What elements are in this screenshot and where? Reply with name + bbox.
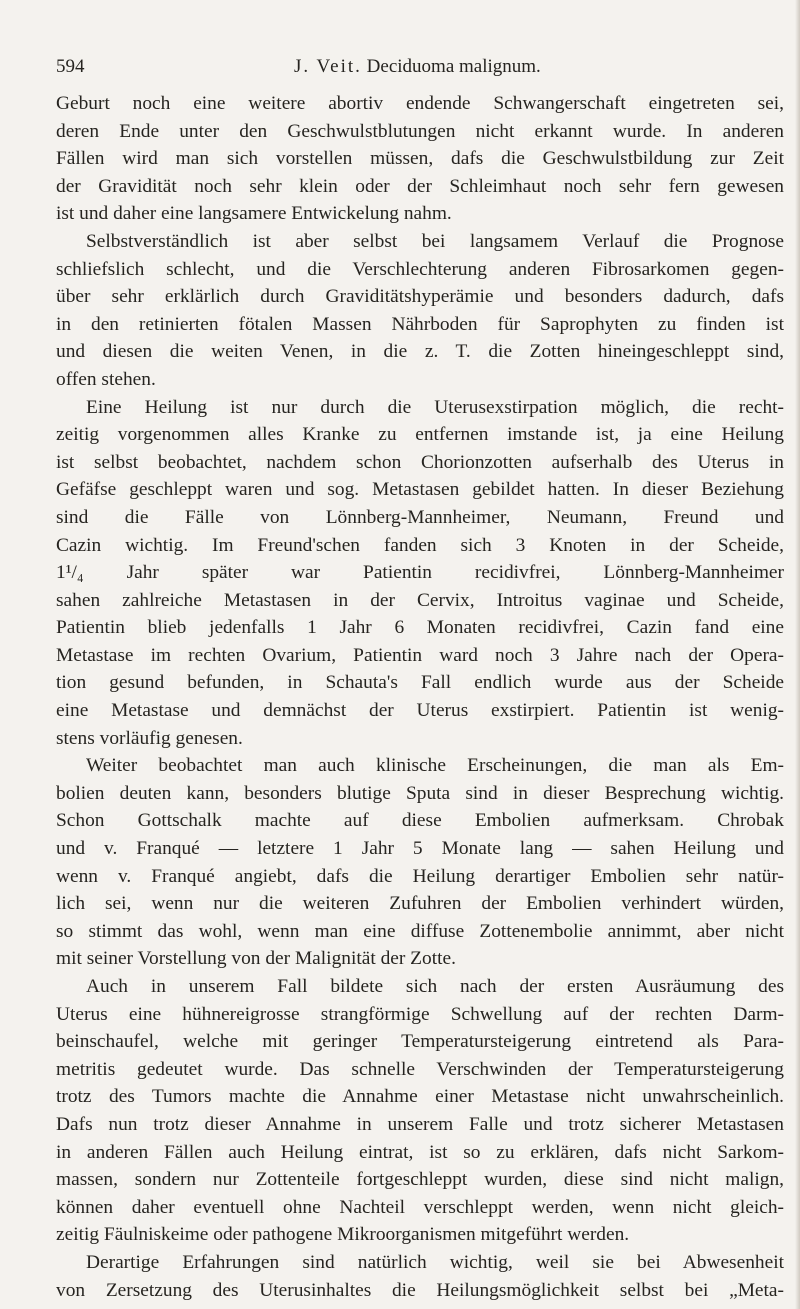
page-edge-shadow xyxy=(795,0,800,1309)
text-line: Geburt noch eine weitere abortiv endende Schwangerschaft eingetreten sei, xyxy=(56,93,784,114)
text-line: metritis gedeutet wurde. Das schnelle Verschwinden der Temperatursteigerung xyxy=(56,1058,784,1080)
text-line: in anderen Fällen auch Heilung eintrat, ist so zu erklären, dafs nicht Sarkom- xyxy=(56,1141,784,1163)
text-line: eine Metastase und demnächst der Uterus exstirpiert. Patientin ist wenig- xyxy=(56,700,784,722)
text-line: Metastase im rechten Ovarium, Patientin ward noch 3 Jahre nach der Opera- xyxy=(56,644,784,666)
text-line: Weiter beobachtet man auch klinische Erscheinungen, die man als Em- xyxy=(86,755,784,777)
text-line: in den retinierten fötalen Massen Nährboden für Saprophyten zu finden ist xyxy=(56,313,784,335)
text-line: sahen zahlreiche Metastasen in der Cervix, Introitus vaginae und Scheide, xyxy=(56,589,784,611)
text-line: Schon Gottschalk machte auf diese Embolien aufmerksam. Chrobak xyxy=(56,810,784,832)
text-line: über sehr erklärlich durch Graviditätshyperämie und besonders dadurch, dafs xyxy=(56,286,784,308)
text-line: zeitig Fäulniskeime oder pathogene Mikroorganismen mitgeführt werden. xyxy=(56,1224,630,1246)
text-line: tion gesund befunden, in Schauta's Fall endlich wurde aus der Scheide xyxy=(56,672,784,694)
text-line: 1¹/₄ Jahr später war Patientin recidivfrei, Lönnberg-Mannheimer xyxy=(56,562,784,584)
text-line: Uterus eine hühnereigrosse strangförmige Schwellung auf der rechten Darm- xyxy=(56,1003,784,1025)
text-line: mit seiner Vorstellung von der Malignität der Zotte. xyxy=(56,948,456,970)
text-line: lich sei, wenn nur die weiteren Zufuhren der Embolien verhindert würden, xyxy=(56,893,784,915)
text-line: Eine Heilung ist nur durch die Uterusexstirpation möglich, die recht- xyxy=(86,396,784,418)
text-line: und v. Franqué — letztere 1 Jahr 5 Monate lang — sahen Heilung und xyxy=(56,838,784,860)
text-line: wenn v. Franqué angiebt, dafs die Heilung derartiger Embolien sehr natür- xyxy=(56,865,784,887)
text-line: ist und daher eine langsamere Entwickelung nahm. xyxy=(56,203,452,225)
text-line: stens vorläufig genesen. xyxy=(56,727,243,749)
text-line: so stimmt das wohl, wenn man eine diffuse Zottenembolie annimmt, aber nicht xyxy=(56,920,784,942)
header-author: J. Veit. xyxy=(294,56,362,77)
header-article-title: Deciduoma malignum. xyxy=(366,56,541,77)
text-line: Dafs nun trotz dieser Annahme in unserem Falle und trotz sicherer Metastasen xyxy=(56,1113,784,1135)
text-line: ist selbst beobachtet, nachdem schon Chorionzotten aufserhalb des Uterus in xyxy=(56,451,784,473)
text-line: Fällen wird man sich vorstellen müssen, dafs die Geschwulstbildung zur Zeit xyxy=(56,148,784,170)
text-line: deren Ende unter den Geschwulstblutungen nicht erkannt wurde. In anderen xyxy=(56,120,784,142)
text-line: zeitig vorgenommen alles Kranke zu entfernen imstande ist, ja eine Heilung xyxy=(56,424,784,446)
text-line: Cazin wichtig. Im Freund'schen fanden sich 3 Knoten in der Scheide, xyxy=(56,534,784,556)
text-line: offen stehen. xyxy=(56,368,156,390)
text-line: können daher eventuell ohne Nachteil verschleppt werden, wenn nicht gleich- xyxy=(56,1196,784,1218)
text-line: massen, sondern nur Zottenteile fortgeschleppt wurden, diese sind nicht malign, xyxy=(56,1169,784,1191)
text-line: Auch in unserem Fall bildete sich nach der ersten Ausräumung des xyxy=(86,976,784,997)
text-line: Patientin blieb jedenfalls 1 Jahr 6 Monaten recidivfrei, Cazin fand eine xyxy=(56,617,784,639)
text-line: Gefäfse geschleppt waren und sog. Metastasen gebildet hatten. In dieser Beziehung xyxy=(56,479,784,501)
text-line: Selbstverständlich ist aber selbst bei langsamem Verlauf die Prognose xyxy=(86,230,784,252)
text-line: der Gravidität noch sehr klein oder der Schleimhaut noch sehr fern gewesen xyxy=(56,175,784,197)
text-line: trotz des Tumors machte die Annahme einer Metastase nicht unwahrscheinlich. xyxy=(56,1086,784,1108)
text-line: von Zersetzung des Uterusinhaltes die Heilungsmöglichkeit selbst bei „Meta- xyxy=(56,1279,784,1301)
text-line: bolien deuten kann, besonders blutige Sputa sind in dieser Besprechung wichtig. xyxy=(56,782,784,804)
text-line: beinschaufel, welche mit geringer Temperatursteigerung eintretend als Para- xyxy=(56,1031,784,1053)
text-line: Derartige Erfahrungen sind natürlich wichtig, weil sie bei Abwesenheit xyxy=(86,1251,784,1273)
page-number: 594 xyxy=(56,56,85,77)
text-line: sind die Fälle von Lönnberg-Mannheimer, Neumann, Freund und xyxy=(56,506,784,528)
text-line: und diesen die weiten Venen, in die z. T. die Zotten hineingeschleppt sind, xyxy=(56,341,784,363)
text-line: schliefslich schlecht, und die Verschlechterung anderen Fibrosarkomen gegen- xyxy=(56,258,784,280)
running-head xyxy=(56,56,756,80)
header-title xyxy=(294,56,541,78)
body-text xyxy=(56,90,784,1304)
